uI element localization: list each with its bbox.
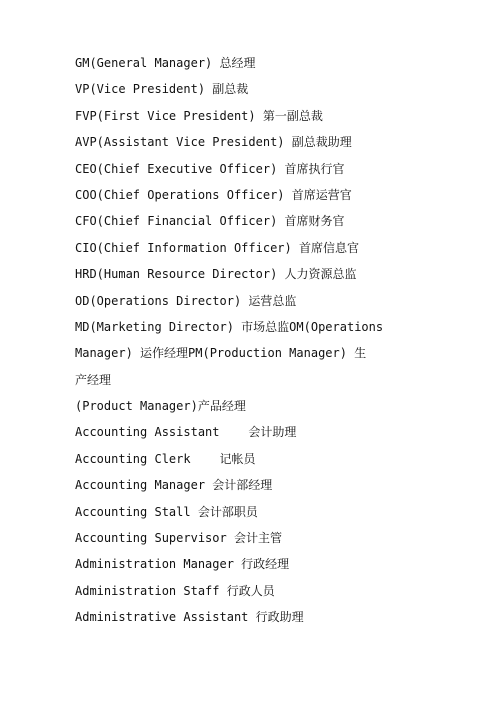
glossary-list xyxy=(75,50,475,631)
glossary-line: CIO(Chief Information Officer) 首席信息官 xyxy=(75,240,359,255)
glossary-line: HRD(Human Resource Director) 人力资源总监 xyxy=(75,267,357,282)
glossary-line: Accounting Clerk 记帐员 xyxy=(75,451,256,466)
glossary-line: Accounting Supervisor 会计主管 xyxy=(75,531,282,546)
glossary-line: Administration Manager 行政经理 xyxy=(75,557,290,572)
glossary-line: MD(Marketing Director) 市场总监OM(Operations xyxy=(75,319,384,334)
glossary-line: CFO(Chief Financial Officer) 首席财务官 xyxy=(75,214,345,229)
glossary-line: CEO(Chief Executive Officer) 首席执行官 xyxy=(75,161,345,176)
glossary-line: OD(Operations Director) 运营总监 xyxy=(75,293,297,308)
glossary-line: COO(Chief Operations Officer) 首席运营官 xyxy=(75,187,352,202)
glossary-line: 产经理 xyxy=(75,372,112,387)
glossary-line: Administrative Assistant 行政助理 xyxy=(75,610,304,625)
glossary-line: (Product Manager)产品经理 xyxy=(75,399,246,414)
glossary-line: Administration Staff 行政人员 xyxy=(75,583,275,598)
glossary-line: AVP(Assistant Vice President) 副总裁助理 xyxy=(75,135,352,150)
glossary-line: FVP(First Vice President) 第一副总裁 xyxy=(75,108,323,123)
glossary-line: Manager) 运作经理PM(Production Manager) 生 xyxy=(75,346,367,361)
glossary-line: Accounting Assistant 会计助理 xyxy=(75,425,297,440)
glossary-line: GM(General Manager) 总经理 xyxy=(75,56,256,70)
glossary-line: Accounting Stall 会计部职员 xyxy=(75,504,258,519)
glossary-line: VP(Vice President) 副总裁 xyxy=(75,82,249,97)
glossary-line: Accounting Manager 会计部经理 xyxy=(75,478,273,493)
